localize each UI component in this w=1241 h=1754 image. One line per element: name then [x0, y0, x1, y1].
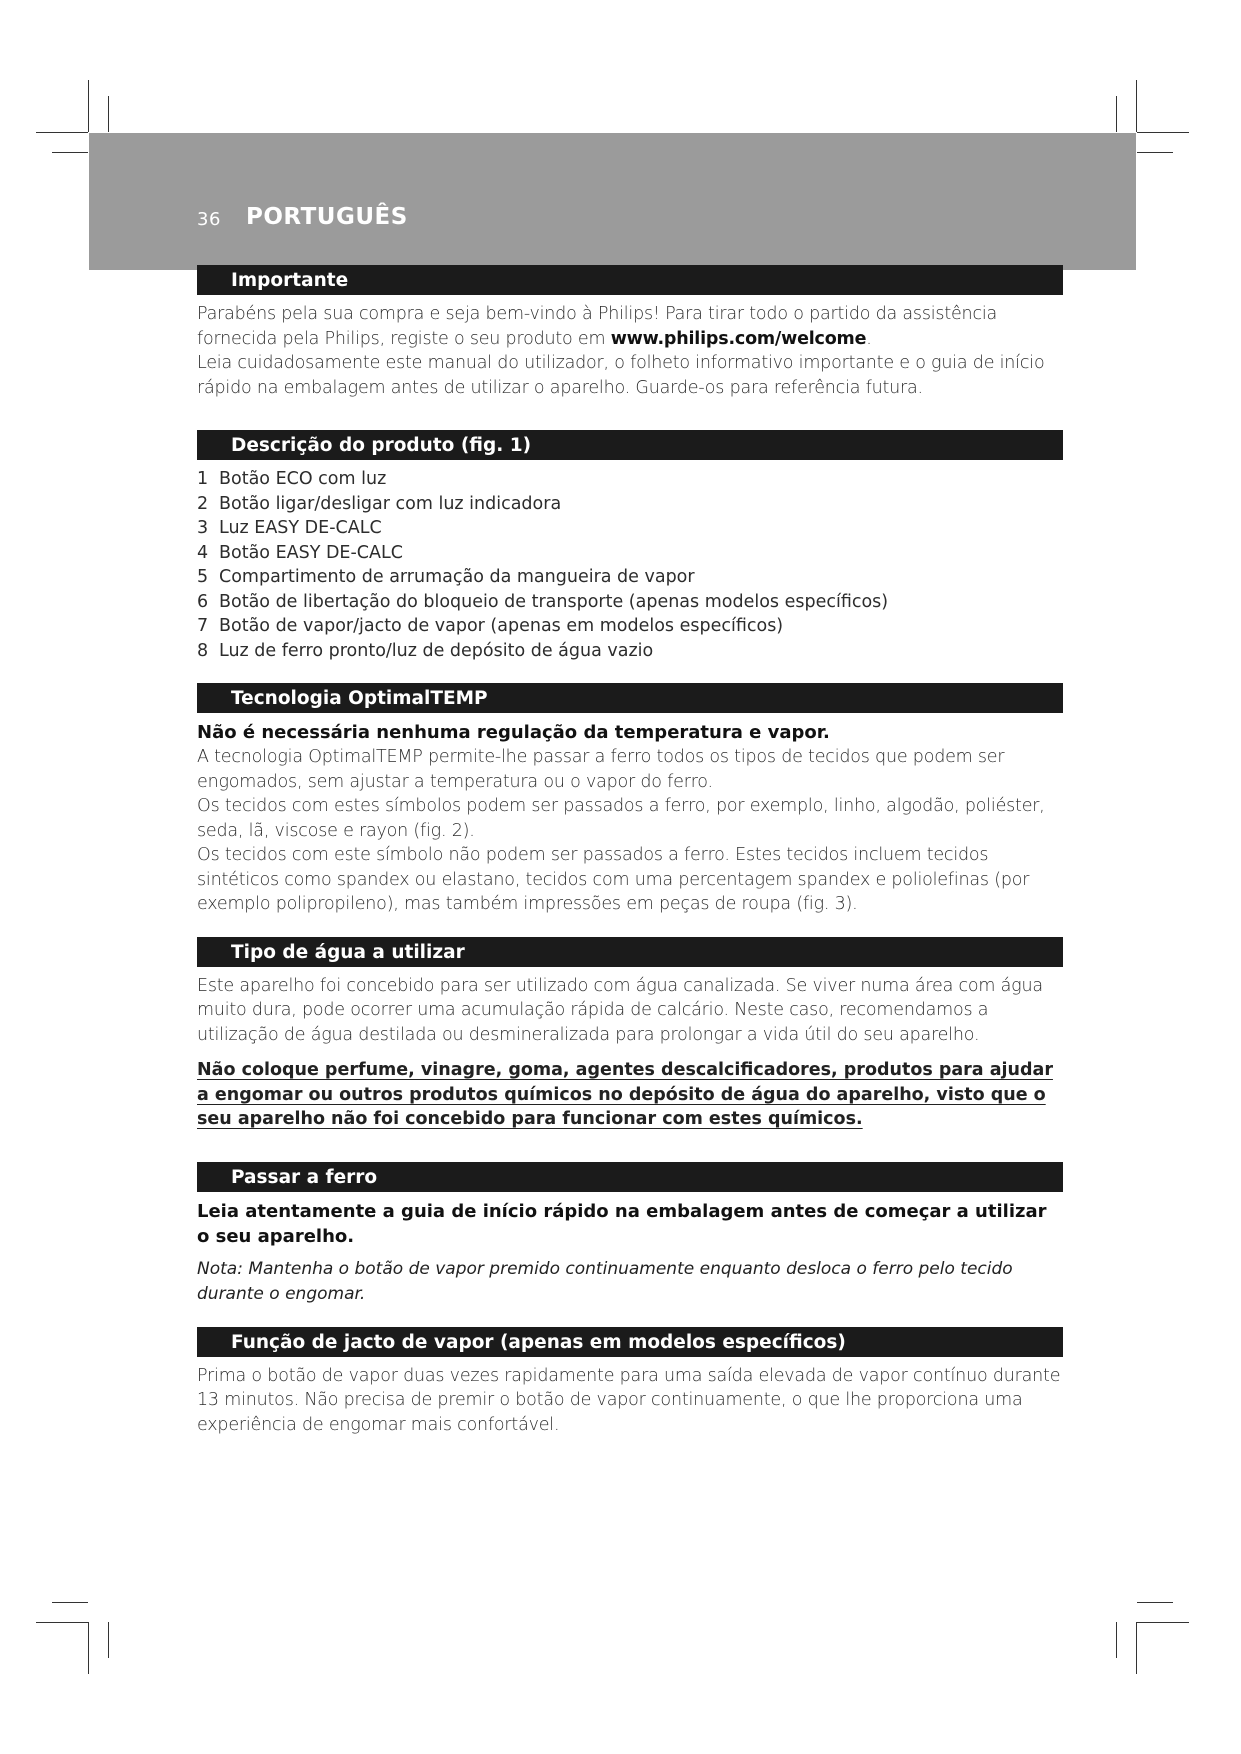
crop-mark [1136, 1622, 1137, 1674]
header-band [89, 133, 1136, 270]
list-item [197, 467, 1062, 492]
optimaltemp-paragraph-1: A tecnologia OptimalTEMP permite-lhe passar a ferro todos os tipos de tecidos que podem ser engomados, sem ajustar a temperatura ou o vapor do ferro. [197, 747, 1005, 792]
item-text: Botão EASY DE-CALC [219, 542, 403, 563]
section-heading-jacto: Função de jacto de vapor (apenas em modelos específicos) [197, 1327, 1063, 1357]
crop-mark [88, 80, 89, 132]
agua-warning: Não coloque perfume, vinagre, goma, agentes descalcificadores, produtos para ajudar a engomar ou outros produtos químicos no depósito de água do aparelho, visto que o seu aparelho não foi concebido para funcionar com estes químicos. [197, 1060, 1053, 1129]
item-number: 7 [197, 616, 209, 636]
section-heading-agua: Tipo de água a utilizar [197, 937, 1063, 967]
item-number: 4 [197, 542, 209, 563]
list-item [197, 614, 1062, 639]
welcome-link[interactable]: www.philips.com/welcome [610, 328, 867, 349]
jacto-paragraph-1: Prima o botão de vapor duas vezes rapidamente para uma saída elevada de vapor contínuo durante 13 minutos. Não precisa de premir o botão de vapor continuamente, o que lhe proporciona uma experiência de engomar mais confortável. [197, 1365, 1061, 1435]
importante-paragraph-1 [197, 302, 1062, 351]
crop-mark [52, 152, 88, 153]
item-text: Botão ECO com luz [219, 469, 387, 489]
crop-mark [36, 132, 88, 133]
crop-mark [88, 1622, 89, 1674]
section-heading-optimaltemp: Tecnologia OptimalTEMP [197, 683, 1063, 713]
crop-mark [1137, 152, 1173, 153]
page-number: 36 [197, 209, 221, 230]
item-number: 2 [197, 493, 209, 514]
crop-mark [1137, 1602, 1173, 1603]
agua-paragraph-1: Este aparelho foi concebido para ser utilizado com água canalizada. Se viver numa área com água muito dura, pode ocorrer uma acumulação rápida de calcário. Neste caso, recomendamos a utilização de água destilada ou desmineralizada para prolongar a vida útil do seu aparelho. [197, 975, 1043, 1045]
item-text: Botão ligar/desligar com luz indicadora [219, 493, 562, 514]
item-number: 5 [197, 567, 209, 587]
crop-mark [36, 1622, 88, 1623]
section-heading-passar: Passar a ferro [197, 1162, 1063, 1192]
crop-mark [52, 1602, 88, 1603]
page-content [197, 265, 1062, 1437]
optimaltemp-paragraph-3: Os tecidos com este símbolo não podem ser passados a ferro. Estes tecidos incluem tecidos sintéticos como spandex ou elastano, tecidos com uma percentagem spandex e poliolefinas (por exemplo polipropileno), mas também impressões em peças de roupa (fig. 3). [197, 845, 1030, 914]
crop-mark [108, 1622, 109, 1658]
section-heading-importante: Importante [197, 265, 1063, 295]
item-text: Compartimento de arrumação da mangueira de vapor [219, 567, 695, 587]
item-number: 6 [197, 591, 209, 612]
product-parts-list [197, 467, 1062, 663]
list-item [197, 590, 1062, 615]
item-text: Luz de ferro pronto/luz de depósito de água vazio [219, 640, 654, 661]
item-number: 3 [197, 518, 209, 538]
item-text: Botão de libertação do bloqueio de transporte (apenas modelos específicos) [219, 591, 889, 612]
list-item [197, 565, 1062, 590]
importante-paragraph-2: Leia cuidadosamente este manual do utilizador, o folheto informativo importante e o guia de início rápido na embalagem antes de utilizar o aparelho. Guarde-os para referência futura. [197, 353, 1045, 398]
item-text: Botão de vapor/jacto de vapor (apenas em modelos específicos) [219, 616, 784, 636]
section-heading-descricao: Descrição do produto (fig. 1) [197, 430, 1063, 460]
passar-note: Nota: Mantenha o botão de vapor premido continuamente enquanto desloca o ferro pelo tecido durante o engomar. [197, 1258, 1013, 1304]
crop-mark [1137, 1622, 1189, 1623]
page-language-title: PORTUGUÊS [246, 204, 408, 230]
importante-text-end: . [866, 328, 872, 349]
list-item [197, 492, 1062, 517]
optimaltemp-lead: Não é necessária nenhuma regulação da temperatura e vapor. [197, 722, 830, 743]
item-number: 1 [197, 469, 209, 489]
crop-mark [108, 96, 109, 132]
item-number: 8 [197, 640, 209, 661]
list-item [197, 639, 1062, 664]
crop-mark [1136, 80, 1137, 132]
importante-text: Parabéns pela sua compra e seja bem-vindo à Philips! Para tirar todo o partido da assistência fornecida pela Philips, registe o seu produto em [197, 304, 998, 349]
item-text: Luz EASY DE-CALC [219, 518, 382, 538]
crop-mark [1137, 132, 1189, 133]
list-item [197, 541, 1062, 566]
crop-mark [1116, 1622, 1117, 1658]
crop-mark [1116, 96, 1117, 132]
passar-lead: Leia atentamente a guia de início rápido na embalagem antes de começar a utilizar o seu aparelho. [197, 1200, 1047, 1247]
optimaltemp-paragraph-2: Os tecidos com estes símbolos podem ser passados a ferro, por exemplo, linho, algodão, poliéster, seda, lã, viscose e rayon (fig. 2). [197, 796, 1045, 841]
list-item [197, 516, 1062, 541]
